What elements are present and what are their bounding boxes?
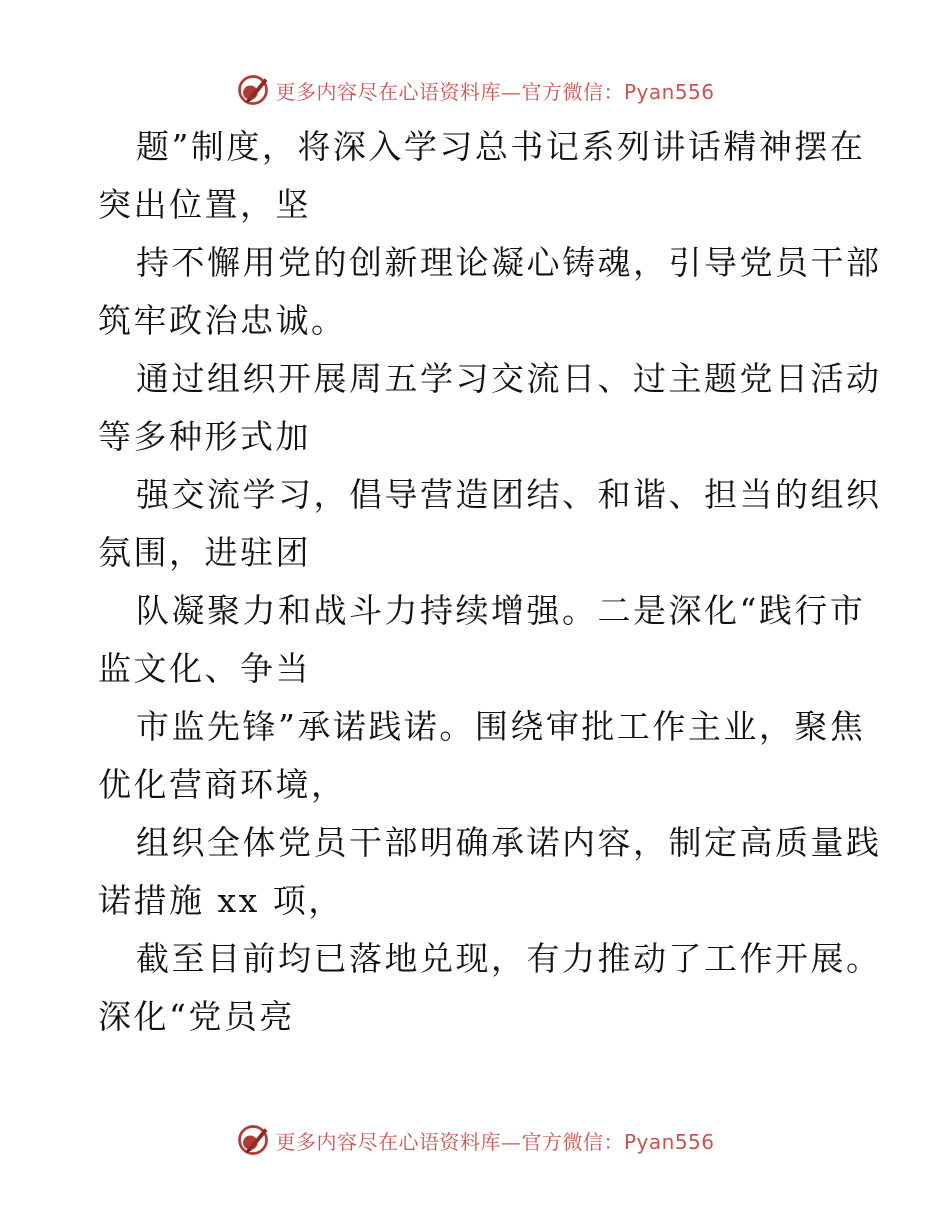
text-line: 队凝聚力和战斗力持续增强。二是深化“践行市	[136, 591, 866, 630]
text-line: 优化营商环境，	[98, 765, 347, 804]
text-line: 题”制度，将深入学习总书记系列讲话精神摆在	[136, 127, 866, 166]
text-line: 诺措施 xx 项，	[98, 881, 344, 920]
watermark-text: 更多内容尽在心语资料库—官方微信：Pyan556	[275, 1129, 715, 1154]
text-line: 氛围，进驻团	[98, 533, 311, 572]
text-line: 等多种形式加	[98, 417, 311, 456]
text-line: 组织全体党员干部明确承诺内容，制定高质量践	[136, 823, 882, 862]
text-line: 持不懈用党的创新理论凝心铸魂，引导党员干部	[136, 243, 882, 282]
text-line: 突出位置，坚	[98, 185, 311, 224]
pen-logo-icon	[235, 1122, 271, 1158]
text-line: 强交流学习，倡导营造团结、和谐、担当的组织	[136, 475, 882, 514]
text-line: 通过组织开展周五学习交流日、过主题党日活动	[136, 359, 882, 398]
header-watermark	[0, 70, 950, 110]
text-line: 截至目前均已落地兑现，有力推动了工作开展。	[136, 939, 882, 978]
document-body	[98, 118, 882, 1046]
wechat-id: Pyan556	[623, 1129, 715, 1154]
pen-logo-icon	[235, 72, 271, 108]
text-line: 深化“党员亮	[98, 997, 295, 1036]
text-line: 监文化、争当	[98, 649, 311, 688]
footer-watermark	[0, 1120, 950, 1160]
watermark-text: 更多内容尽在心语资料库—官方微信：Pyan556	[275, 79, 715, 104]
wechat-id: Pyan556	[623, 79, 715, 104]
text-line: 筑牢政治忠诚。	[98, 301, 347, 340]
text-line: 市监先锋”承诺践诺。围绕审批工作主业，聚焦	[136, 707, 866, 746]
